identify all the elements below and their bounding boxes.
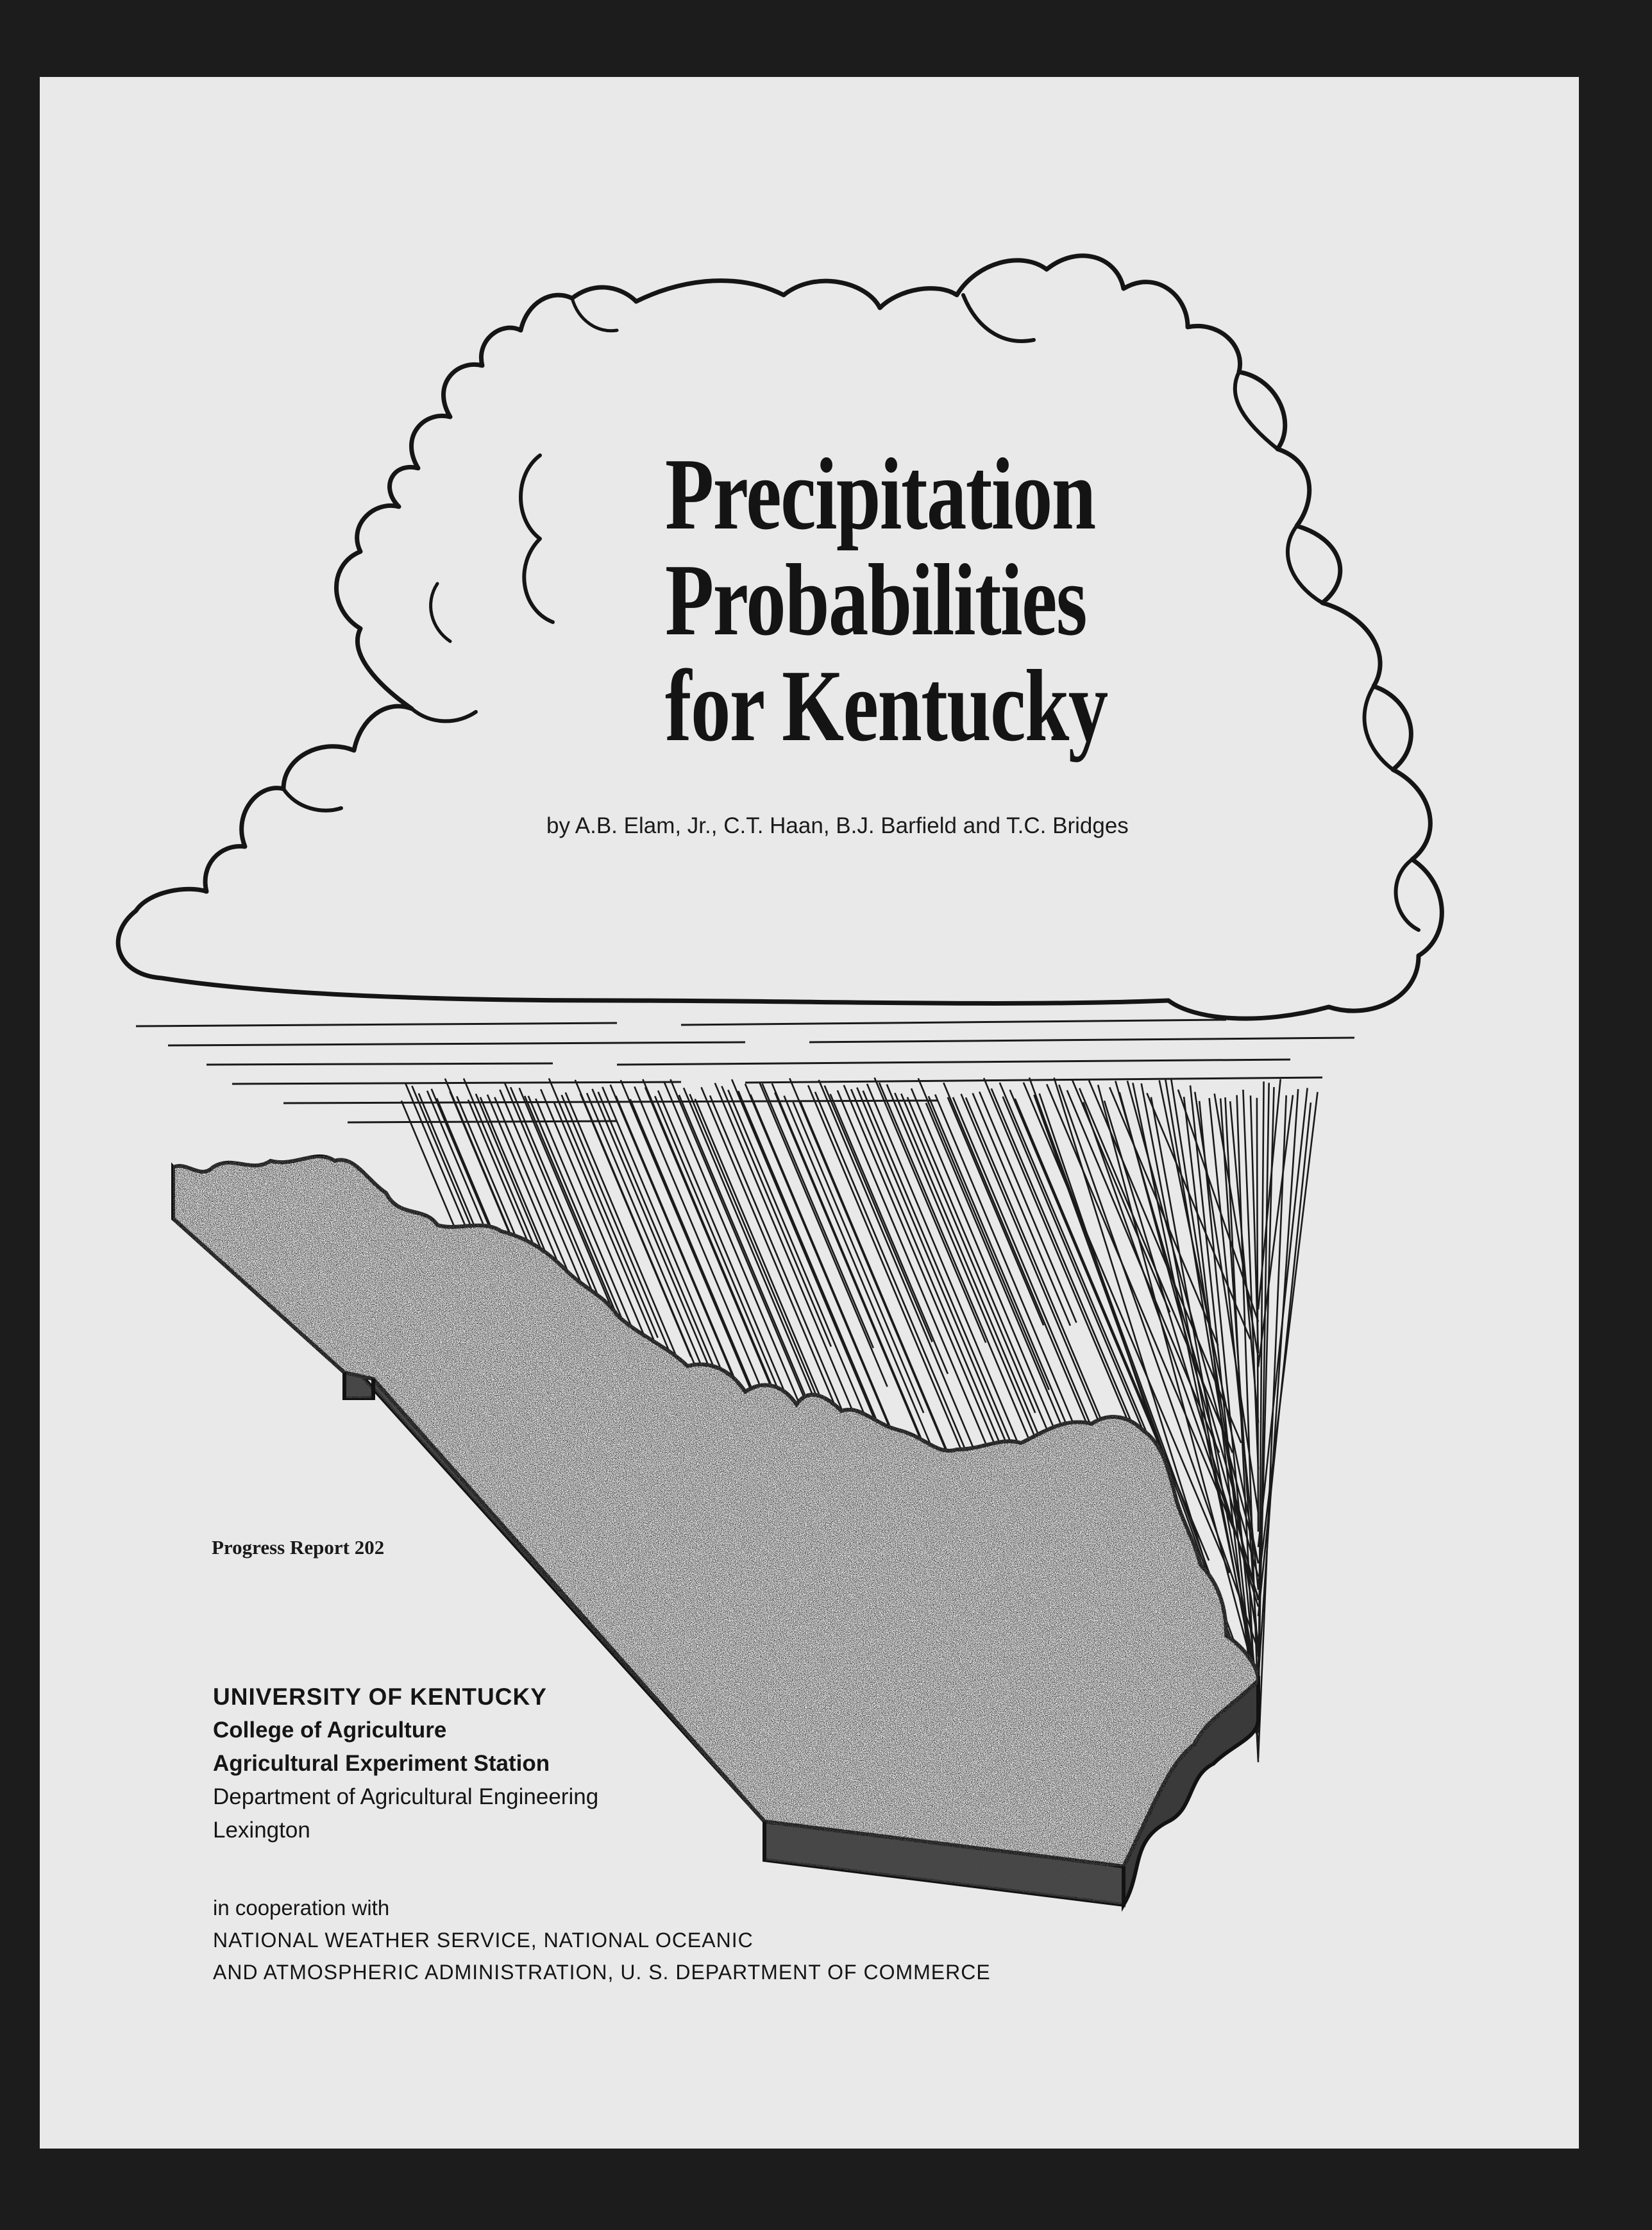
city-name: Lexington xyxy=(213,1818,310,1843)
rain-streak xyxy=(918,1078,1049,1390)
college-name: College of Agriculture xyxy=(213,1718,447,1743)
university-name: UNIVERSITY OF KENTUCKY xyxy=(213,1684,547,1710)
title-line-1: Precipitation xyxy=(665,437,1095,551)
cooperation-line-1: NATIONAL WEATHER SERVICE, NATIONAL OCEANIC xyxy=(213,1929,754,1952)
rain-streak xyxy=(1257,1098,1258,1532)
title-line-2: Probabilities xyxy=(665,543,1086,657)
cooperation-block xyxy=(213,1892,991,1988)
cooperation-intro: in cooperation with xyxy=(213,1896,390,1920)
cooperation-line-2: AND ATMOSPHERIC ADMINISTRATION, U. S. DEPARTMENT OF COMMERCE xyxy=(213,1961,991,1984)
series-label: Progress Report 202 xyxy=(212,1536,385,1558)
rain-streak xyxy=(875,1077,986,1342)
author-line: by A.B. Elam, Jr., C.T. Haan, B.J. Barfield and T.C. Bridges xyxy=(546,813,1129,838)
rain-streak xyxy=(973,1094,1070,1326)
title-line-3: for Kentucky xyxy=(665,648,1108,763)
cover-page xyxy=(40,77,1579,2149)
institution-block xyxy=(213,1680,598,1847)
station-name: Agricultural Experiment Station xyxy=(213,1751,550,1776)
department-name: Department of Agricultural Engineering xyxy=(213,1784,599,1809)
